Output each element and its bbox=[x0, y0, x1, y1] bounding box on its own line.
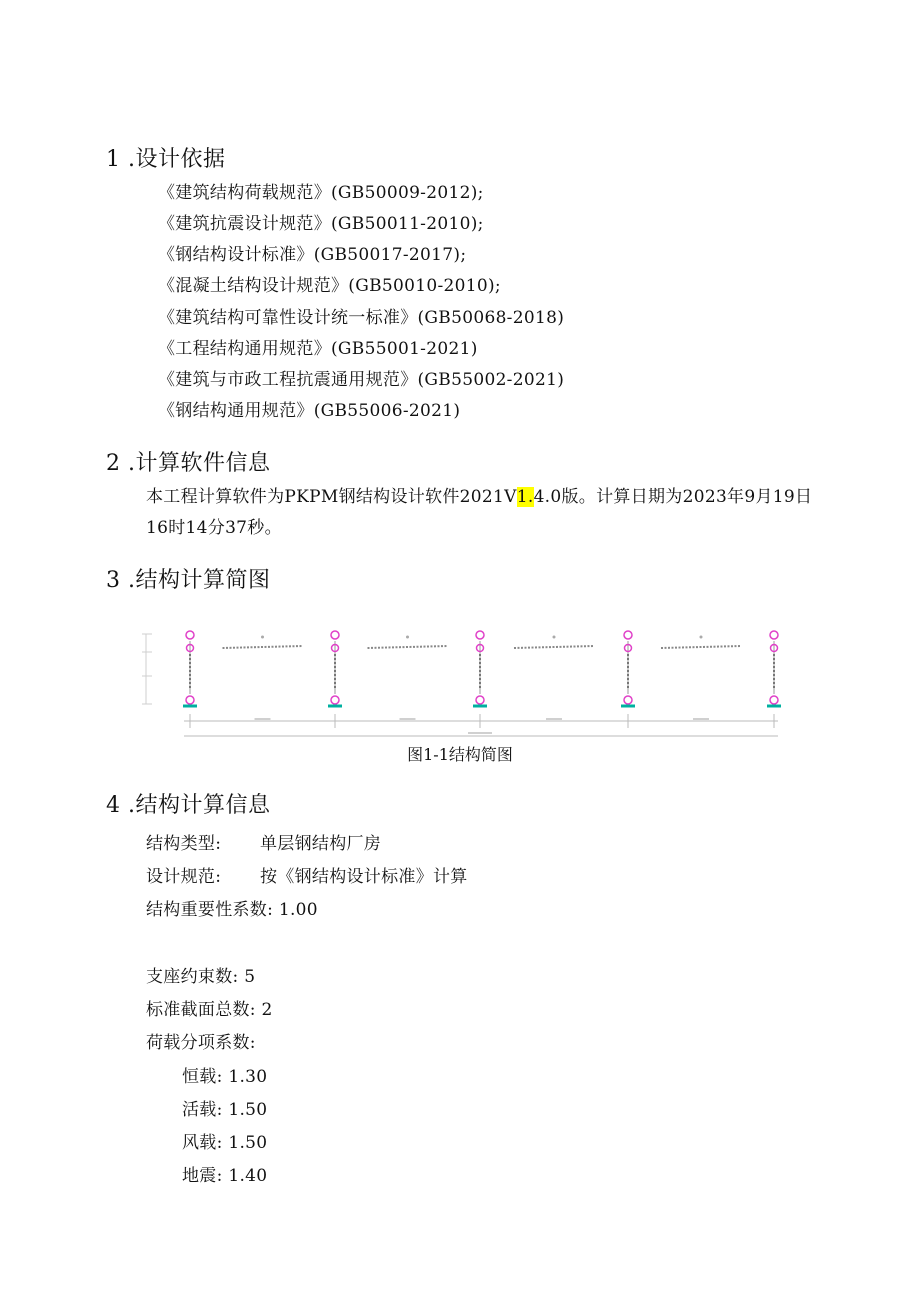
support-count: 支座约束数: 5 bbox=[146, 967, 256, 987]
software-text-a: 本工程计算软件为PKPM钢结构设计软件2021V bbox=[146, 487, 517, 507]
struct-type-value: 单层钢结构厂房 bbox=[260, 834, 382, 854]
section-title: .设计依据 bbox=[128, 147, 226, 172]
node-top-icon bbox=[186, 631, 194, 639]
reference-item: 《建筑结构荷载规范》(GB50009-2012); bbox=[158, 183, 484, 203]
reference-item: 《建筑抗震设计规范》(GB50011-2010); bbox=[158, 214, 484, 234]
section-heading-2 bbox=[106, 446, 271, 477]
software-text-b: 4.0版。计算日期为2023年9月19日 bbox=[533, 487, 813, 507]
load-factor-live: 活载: 1.50 bbox=[182, 1100, 268, 1120]
reference-item: 《钢结构设计标准》(GB50017-2017); bbox=[158, 245, 467, 265]
section-number: 2 bbox=[106, 451, 121, 476]
node-bottom-icon bbox=[331, 696, 339, 704]
reference-item: 《钢结构通用规范》(GB55006-2021) bbox=[158, 401, 461, 421]
software-line-2: 16时14分37秒。 bbox=[146, 518, 282, 538]
struct-type-label: 结构类型: bbox=[146, 834, 222, 854]
beam-marker bbox=[700, 636, 703, 639]
structure-diagram bbox=[138, 624, 782, 742]
node-bottom-icon bbox=[624, 696, 632, 704]
node-top-icon bbox=[624, 631, 632, 639]
design-code-row bbox=[146, 862, 468, 887]
section-title: .结构计算简图 bbox=[128, 568, 271, 593]
section-number: 1 bbox=[106, 147, 121, 172]
beam-label-mark bbox=[514, 646, 594, 648]
highlighted-version: 1. bbox=[516, 487, 534, 507]
reference-item: 《建筑与市政工程抗震通用规范》(GB55002-2021) bbox=[158, 370, 565, 390]
struct-type-row bbox=[146, 829, 381, 854]
node-bottom-icon bbox=[186, 696, 194, 704]
section-heading-3 bbox=[106, 563, 271, 594]
node-top-icon bbox=[476, 631, 484, 639]
beam-marker bbox=[406, 636, 409, 639]
node-bottom-icon bbox=[476, 696, 484, 704]
beam-label-mark bbox=[661, 646, 741, 648]
load-factor-dead: 恒载: 1.30 bbox=[182, 1067, 268, 1087]
load-factors-title: 荷载分项系数: bbox=[146, 1033, 256, 1053]
beam-marker bbox=[261, 636, 264, 639]
beam-marker bbox=[553, 636, 556, 639]
section-title: .计算软件信息 bbox=[128, 451, 271, 476]
figure-caption: 图1-1结构简图 bbox=[407, 745, 513, 764]
reference-item: 《建筑结构可靠性设计统一标准》(GB50068-2018) bbox=[158, 308, 565, 328]
section-number: 4 bbox=[106, 793, 121, 818]
section-heading-1 bbox=[106, 142, 226, 173]
node-bottom-icon bbox=[770, 696, 778, 704]
reference-item: 《混凝土结构设计规范》(GB50010-2010); bbox=[158, 276, 501, 296]
section-number: 3 bbox=[106, 568, 121, 593]
section-title: .结构计算信息 bbox=[128, 793, 271, 818]
reference-item: 《工程结构通用规范》(GB55001-2021) bbox=[158, 339, 478, 359]
section-heading-4 bbox=[106, 788, 271, 819]
section-count: 标准截面总数: 2 bbox=[146, 1000, 273, 1020]
frame-drawing bbox=[142, 631, 781, 736]
node-top-icon bbox=[770, 631, 778, 639]
load-factor-wind: 风载: 1.50 bbox=[182, 1133, 268, 1153]
beam-label-mark bbox=[223, 646, 303, 648]
software-line-1 bbox=[146, 482, 812, 507]
importance-factor: 结构重要性系数: 1.00 bbox=[146, 900, 318, 920]
node-top-icon bbox=[331, 631, 339, 639]
beam-label-mark bbox=[368, 646, 448, 648]
load-factor-seismic: 地震: 1.40 bbox=[182, 1166, 268, 1186]
design-code-label: 设计规范: bbox=[146, 867, 222, 887]
design-code-value: 按《钢结构设计标准》计算 bbox=[260, 867, 468, 887]
